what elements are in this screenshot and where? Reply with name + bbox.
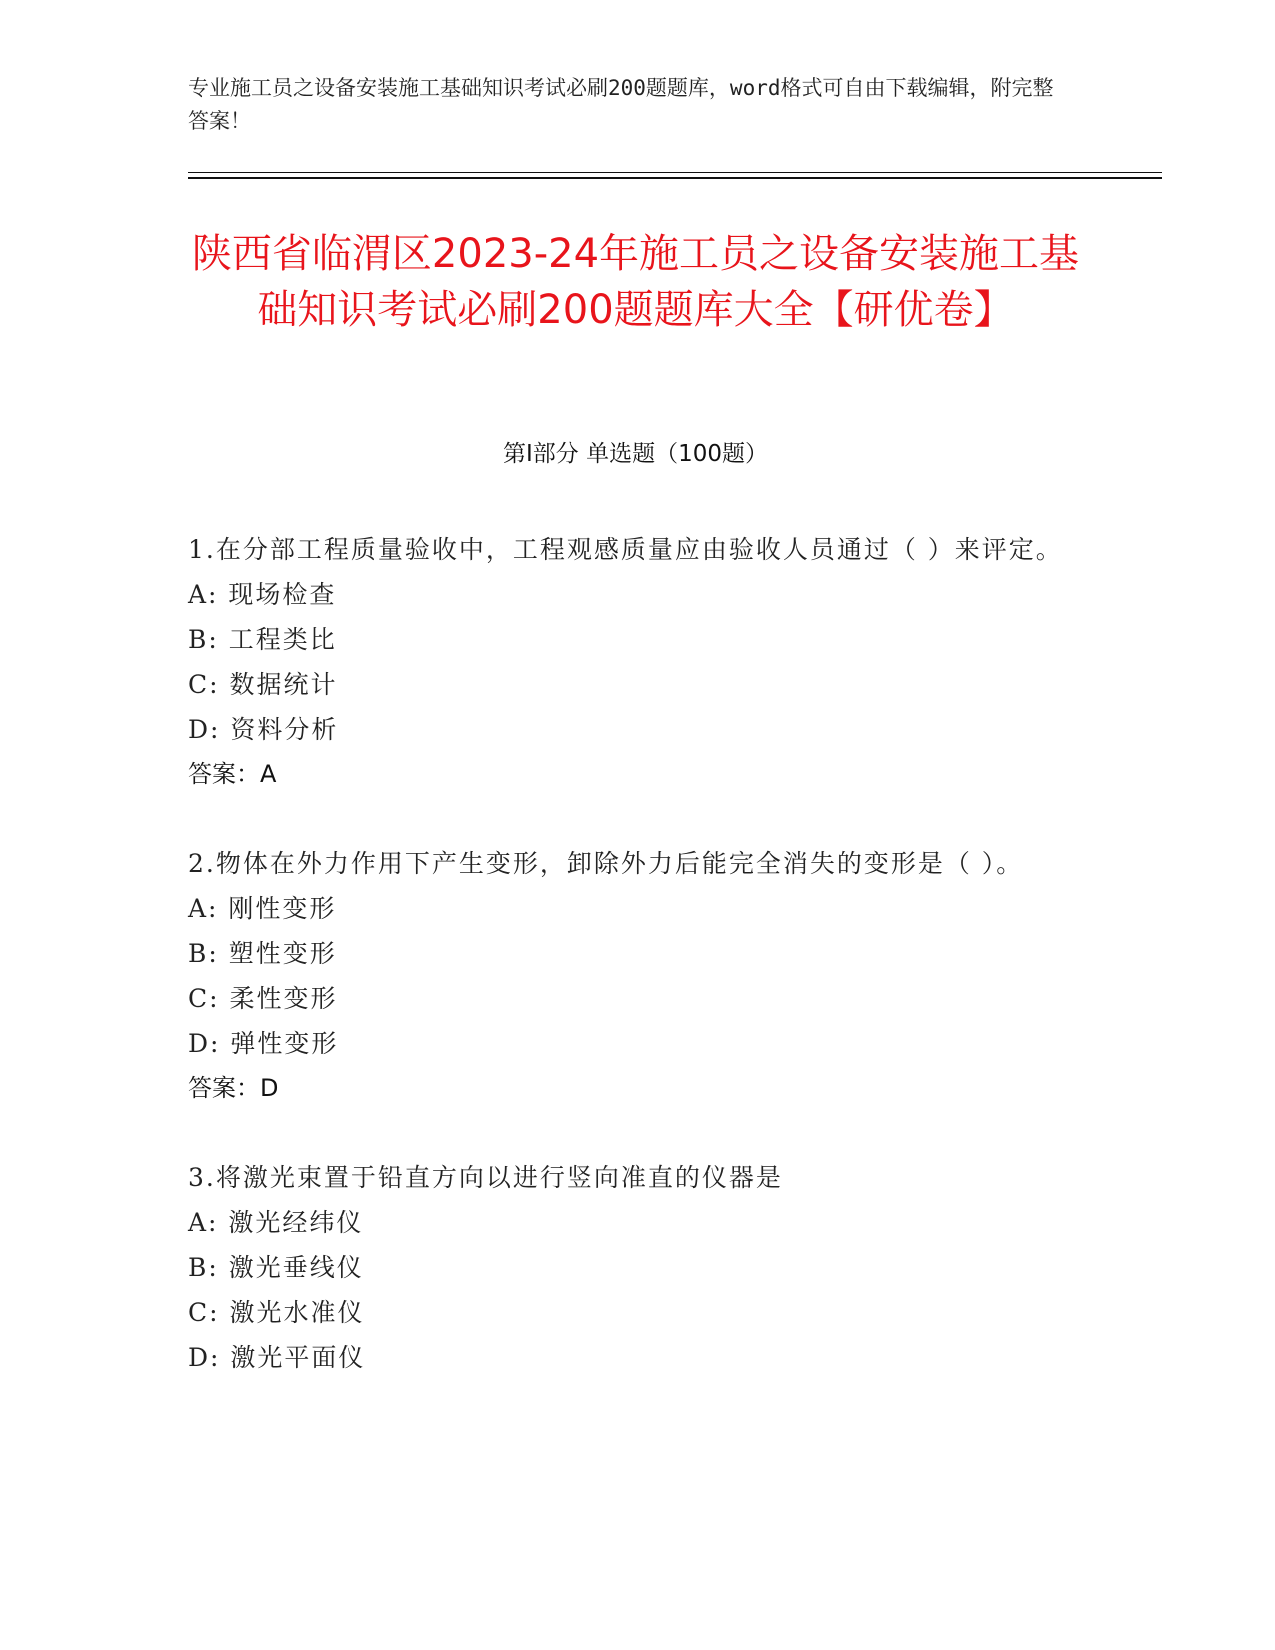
question-stem: 1.在分部工程质量验收中，工程观感质量应由验收人员通过（ ）来评定。 <box>188 535 1063 564</box>
question-stem: 3.将激光束置于铅直方向以进行竖向准直的仪器是 <box>188 1163 783 1192</box>
section-heading: 第Ⅰ部分 单选题（100题） <box>503 441 768 467</box>
header-rule-thick <box>188 177 1162 179</box>
option-c: C: 激光水准仪 <box>188 1298 365 1327</box>
question-3 <box>188 1155 1083 1380</box>
question-list <box>188 527 1083 1424</box>
option-a: A: 激光经纬仪 <box>188 1208 364 1237</box>
option-b: B: 工程类比 <box>188 625 337 654</box>
option-d: D: 激光平面仪 <box>188 1343 366 1372</box>
option-d: D: 资料分析 <box>188 715 339 744</box>
option-a: A: 现场检查 <box>188 580 337 609</box>
option-d: D: 弹性变形 <box>188 1029 339 1058</box>
option-a: A: 刚性变形 <box>188 894 337 923</box>
option-c: C: 数据统计 <box>188 670 338 699</box>
option-c: C: 柔性变形 <box>188 984 338 1013</box>
answer-line: 答案：A <box>188 760 277 788</box>
option-b: B: 塑性变形 <box>188 939 337 968</box>
document-title: 陕西省临渭区2023-24年施工员之设备安装施工基础知识考试必刷200题题库大全【研优卷】 <box>191 231 1080 333</box>
question-1 <box>188 527 1083 797</box>
option-b: B: 激光垂线仪 <box>188 1253 364 1282</box>
answer-line: 答案：D <box>188 1074 279 1102</box>
header-rule-thin <box>188 172 1162 173</box>
question-stem: 2.物体在外力作用下产生变形，卸除外力后能完全消失的变形是（ ）。 <box>188 849 1024 878</box>
question-2 <box>188 841 1083 1111</box>
header-note: 专业施工员之设备安装施工基础知识考试必刷200题题库，word格式可自由下载编辑，附完整答案！ <box>188 76 1054 133</box>
